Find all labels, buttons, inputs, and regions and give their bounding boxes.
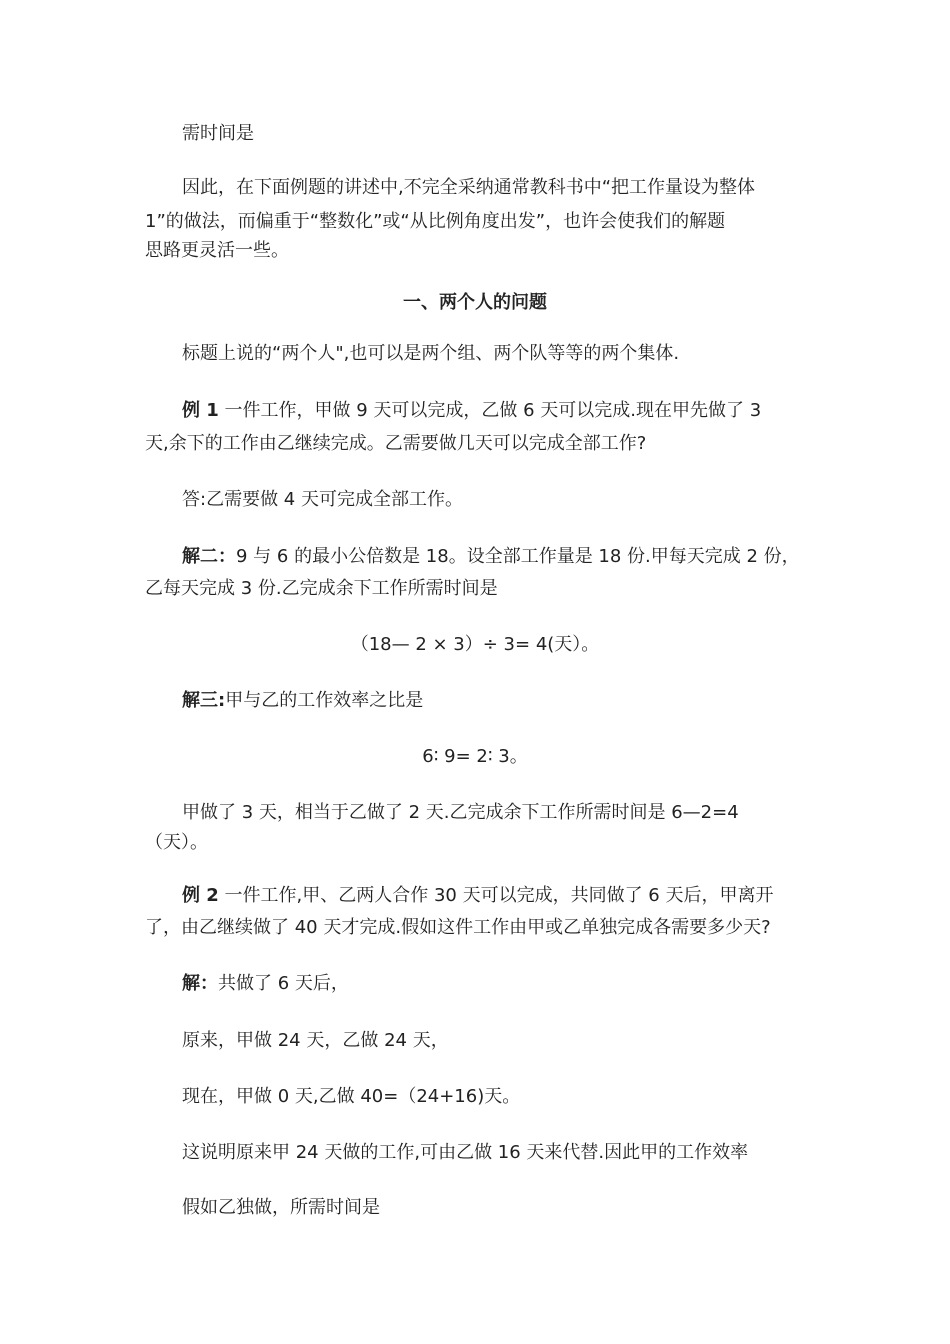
intro-line-3: 思路更灵活一些。	[145, 240, 289, 261]
example-2-line-1	[182, 884, 773, 908]
solution-3-formula: 6∶ 9= 2∶ 3。	[422, 746, 528, 767]
example-1-line-1	[182, 399, 761, 423]
example-2-text-1: 一件工作,甲、乙两人合作 30 天可以完成，共同做了 6 天后，甲离开	[218, 885, 774, 906]
solution-3-text-1: 甲与乙的工作效率之比是	[225, 690, 424, 711]
solution-3-line-3: （天）。	[145, 832, 208, 853]
answer-line: 答:乙需要做 4 天可完成全部工作。	[182, 489, 463, 510]
section-title: 一、两个人的问题	[403, 292, 547, 313]
intro-line-2: 1”的做法，而偏重于“整数化”或“从比例角度出发”，也许会使我们的解题	[145, 211, 726, 232]
example-1-label: 例 1	[182, 400, 219, 421]
example-2-label: 例 2	[182, 885, 219, 906]
section-note: 标题上说的“两个人",也可以是两个组、两个队等等的两个集体.	[182, 343, 680, 364]
solution-3-label: 解三:	[182, 690, 226, 711]
solution-2-label: 解二：	[182, 546, 236, 567]
solution-3-line-1	[182, 689, 423, 713]
paragraph-need-time: 需时间是	[182, 123, 254, 144]
solution-2-line-2: 乙每天完成 3 份.乙完成余下工作所需时间是	[145, 578, 498, 599]
example-2-line-2: 了，由乙继续做了 40 天才完成.假如这件工作由甲或乙单独完成各需要多少天?	[145, 917, 771, 938]
intro-line-1: 因此，在下面例题的讲述中,不完全采纳通常教科书中“把工作量设为整体	[182, 177, 756, 198]
example-2-solution-line-5: 假如乙独做，所需时间是	[182, 1197, 380, 1218]
solution-2-formula: （18— 2 × 3）÷ 3= 4(天）。	[350, 634, 600, 655]
solution-2-text-1: 9 与 6 的最小公倍数是 18。设全部工作量是 18 份.甲每天完成 2 份，	[236, 546, 800, 567]
solution-2-line-1	[182, 545, 800, 569]
solution-3-line-2: 甲做了 3 天，相当于乙做了 2 天.乙完成余下工作所需时间是 6—2=4	[182, 802, 739, 823]
example-2-solution-text-1: 共做了 6 天后，	[218, 973, 349, 994]
example-2-solution-label: 解：	[182, 973, 218, 994]
example-1-line-2: 天,余下的工作由乙继续完成。乙需要做几天可以完成全部工作?	[145, 433, 647, 454]
example-2-solution-line-2: 原来，甲做 24 天，乙做 24 天，	[182, 1030, 449, 1051]
example-2-solution-line-1	[182, 972, 349, 996]
example-1-text-1: 一件工作，甲做 9 天可以完成，乙做 6 天可以完成.现在甲先做了 3	[218, 400, 762, 421]
example-2-solution-line-3: 现在，甲做 0 天,乙做 40=（24+16)天。	[182, 1086, 521, 1107]
example-2-solution-line-4: 这说明原来甲 24 天做的工作,可由乙做 16 天来代替.因此甲的工作效率	[182, 1142, 749, 1163]
